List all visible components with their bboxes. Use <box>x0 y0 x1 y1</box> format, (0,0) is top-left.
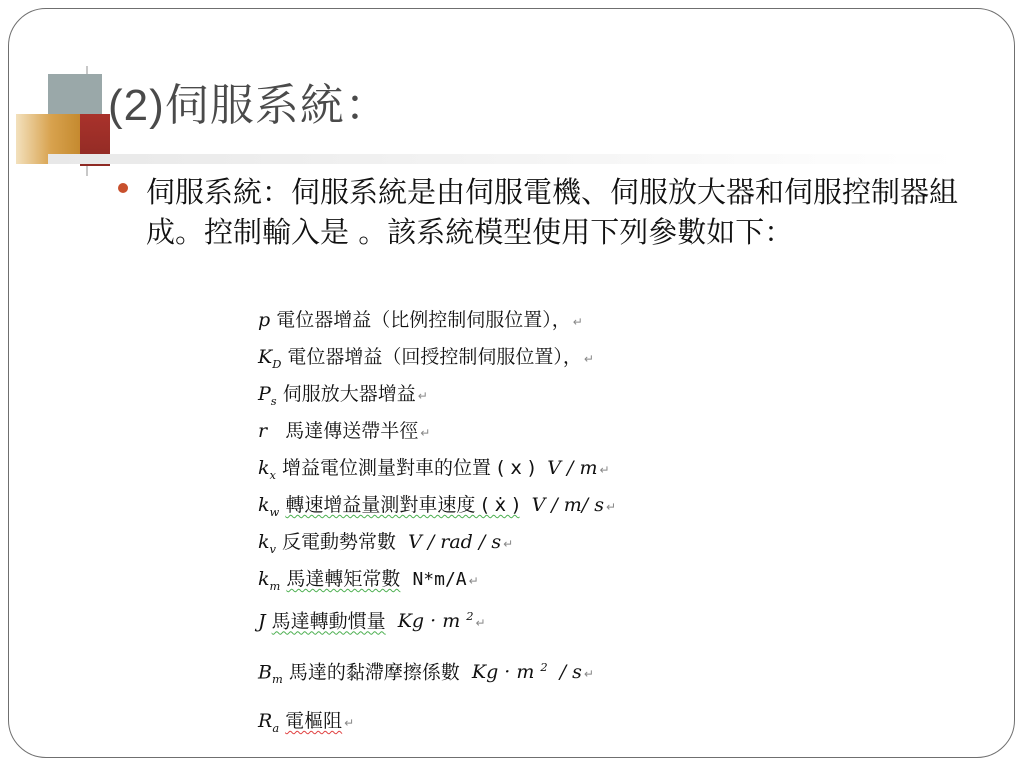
param-desc: 電位器增益（回授控制伺服位置）， <box>287 346 582 368</box>
param-item-ps <box>258 376 728 413</box>
bullet-paragraph <box>118 172 968 252</box>
param-desc: 電樞阻 <box>285 710 343 732</box>
param-item-j <box>258 598 728 635</box>
param-item-kw <box>258 487 728 524</box>
return-mark-icon: ↵ <box>599 463 610 477</box>
param-item-km <box>258 561 728 598</box>
param-item-bm <box>258 649 728 686</box>
param-symbol: P <box>258 383 271 405</box>
return-mark-icon: ↵ <box>503 537 514 551</box>
param-desc: 馬達傳送帶半徑 <box>285 420 419 442</box>
param-subscript: m <box>269 578 281 593</box>
param-subscript: v <box>269 541 276 556</box>
param-desc: 馬達的黏滯摩擦係數 <box>288 661 460 684</box>
return-mark-icon: ↵ <box>605 500 617 514</box>
param-subscript: D <box>272 356 282 371</box>
return-mark-icon: ↵ <box>420 426 431 440</box>
param-item-ra <box>258 703 728 740</box>
param-subscript: x <box>269 467 276 482</box>
bullet-text: 伺服系統：伺服系統是由伺服電機、伺服放大器和伺服控制器組成。控制輸入是 。該系統模型使用下列參數如下： <box>146 175 959 249</box>
param-symbol: k <box>258 568 270 590</box>
param-symbol: K <box>258 346 273 368</box>
return-mark-icon: ↵ <box>417 389 428 403</box>
param-symbol: R <box>258 710 273 732</box>
param-symbol: J <box>258 610 266 633</box>
decor-gray-square <box>48 74 102 116</box>
param-item-kx <box>258 450 728 487</box>
param-item-kd <box>258 339 728 376</box>
param-desc: 馬達轉矩常數 <box>286 568 401 590</box>
param-subscript: m <box>271 672 283 687</box>
param-item-p <box>258 302 728 339</box>
param-desc: 增益電位測量對車的位置 ( x ) <box>282 457 536 479</box>
param-subscript: a <box>272 720 280 735</box>
param-unit: V / rad / s <box>408 531 502 553</box>
param-desc: 伺服放大器增益 <box>282 383 416 405</box>
param-symbol: B <box>258 661 272 684</box>
param-desc: 電位器增益（比例控制伺服位置）， <box>276 309 571 331</box>
param-unit: Kg · m <box>397 610 461 633</box>
param-desc: 馬達轉動慣量 <box>271 610 386 633</box>
param-superscript: 2 <box>540 660 548 674</box>
param-symbol: p <box>258 309 271 331</box>
param-desc: 反電動勢常數 <box>282 531 397 553</box>
return-mark-icon: ↵ <box>572 315 583 329</box>
param-subscript: w <box>269 504 280 519</box>
param-unit-tail: / s <box>559 661 582 684</box>
return-mark-icon: ↵ <box>583 667 594 682</box>
return-mark-icon: ↵ <box>344 716 355 730</box>
param-symbol: k <box>258 531 270 553</box>
slide-title: (2)伺服系統： <box>108 81 390 130</box>
decor-title-band <box>48 154 958 164</box>
return-mark-icon: ↵ <box>583 352 594 366</box>
param-unit: V / m/ s <box>531 494 604 516</box>
param-unit: Kg · m <box>471 661 535 684</box>
param-superscript: 2 <box>466 609 474 623</box>
param-unit: V / m <box>547 457 598 479</box>
return-mark-icon: ↵ <box>475 616 486 631</box>
parameter-list <box>258 302 728 740</box>
param-item-kv <box>258 524 728 561</box>
param-symbol: r <box>258 420 268 442</box>
return-mark-icon: ↵ <box>468 574 479 588</box>
param-symbol: k <box>258 457 270 479</box>
param-symbol: k <box>258 494 270 516</box>
param-subscript: s <box>270 393 277 408</box>
bullet-dot-icon <box>118 183 128 193</box>
param-item-r <box>258 413 728 450</box>
param-desc: 轉速增益量測對車速度 ( ẋ ) <box>285 494 520 516</box>
param-unit: N*m/A <box>412 569 467 590</box>
